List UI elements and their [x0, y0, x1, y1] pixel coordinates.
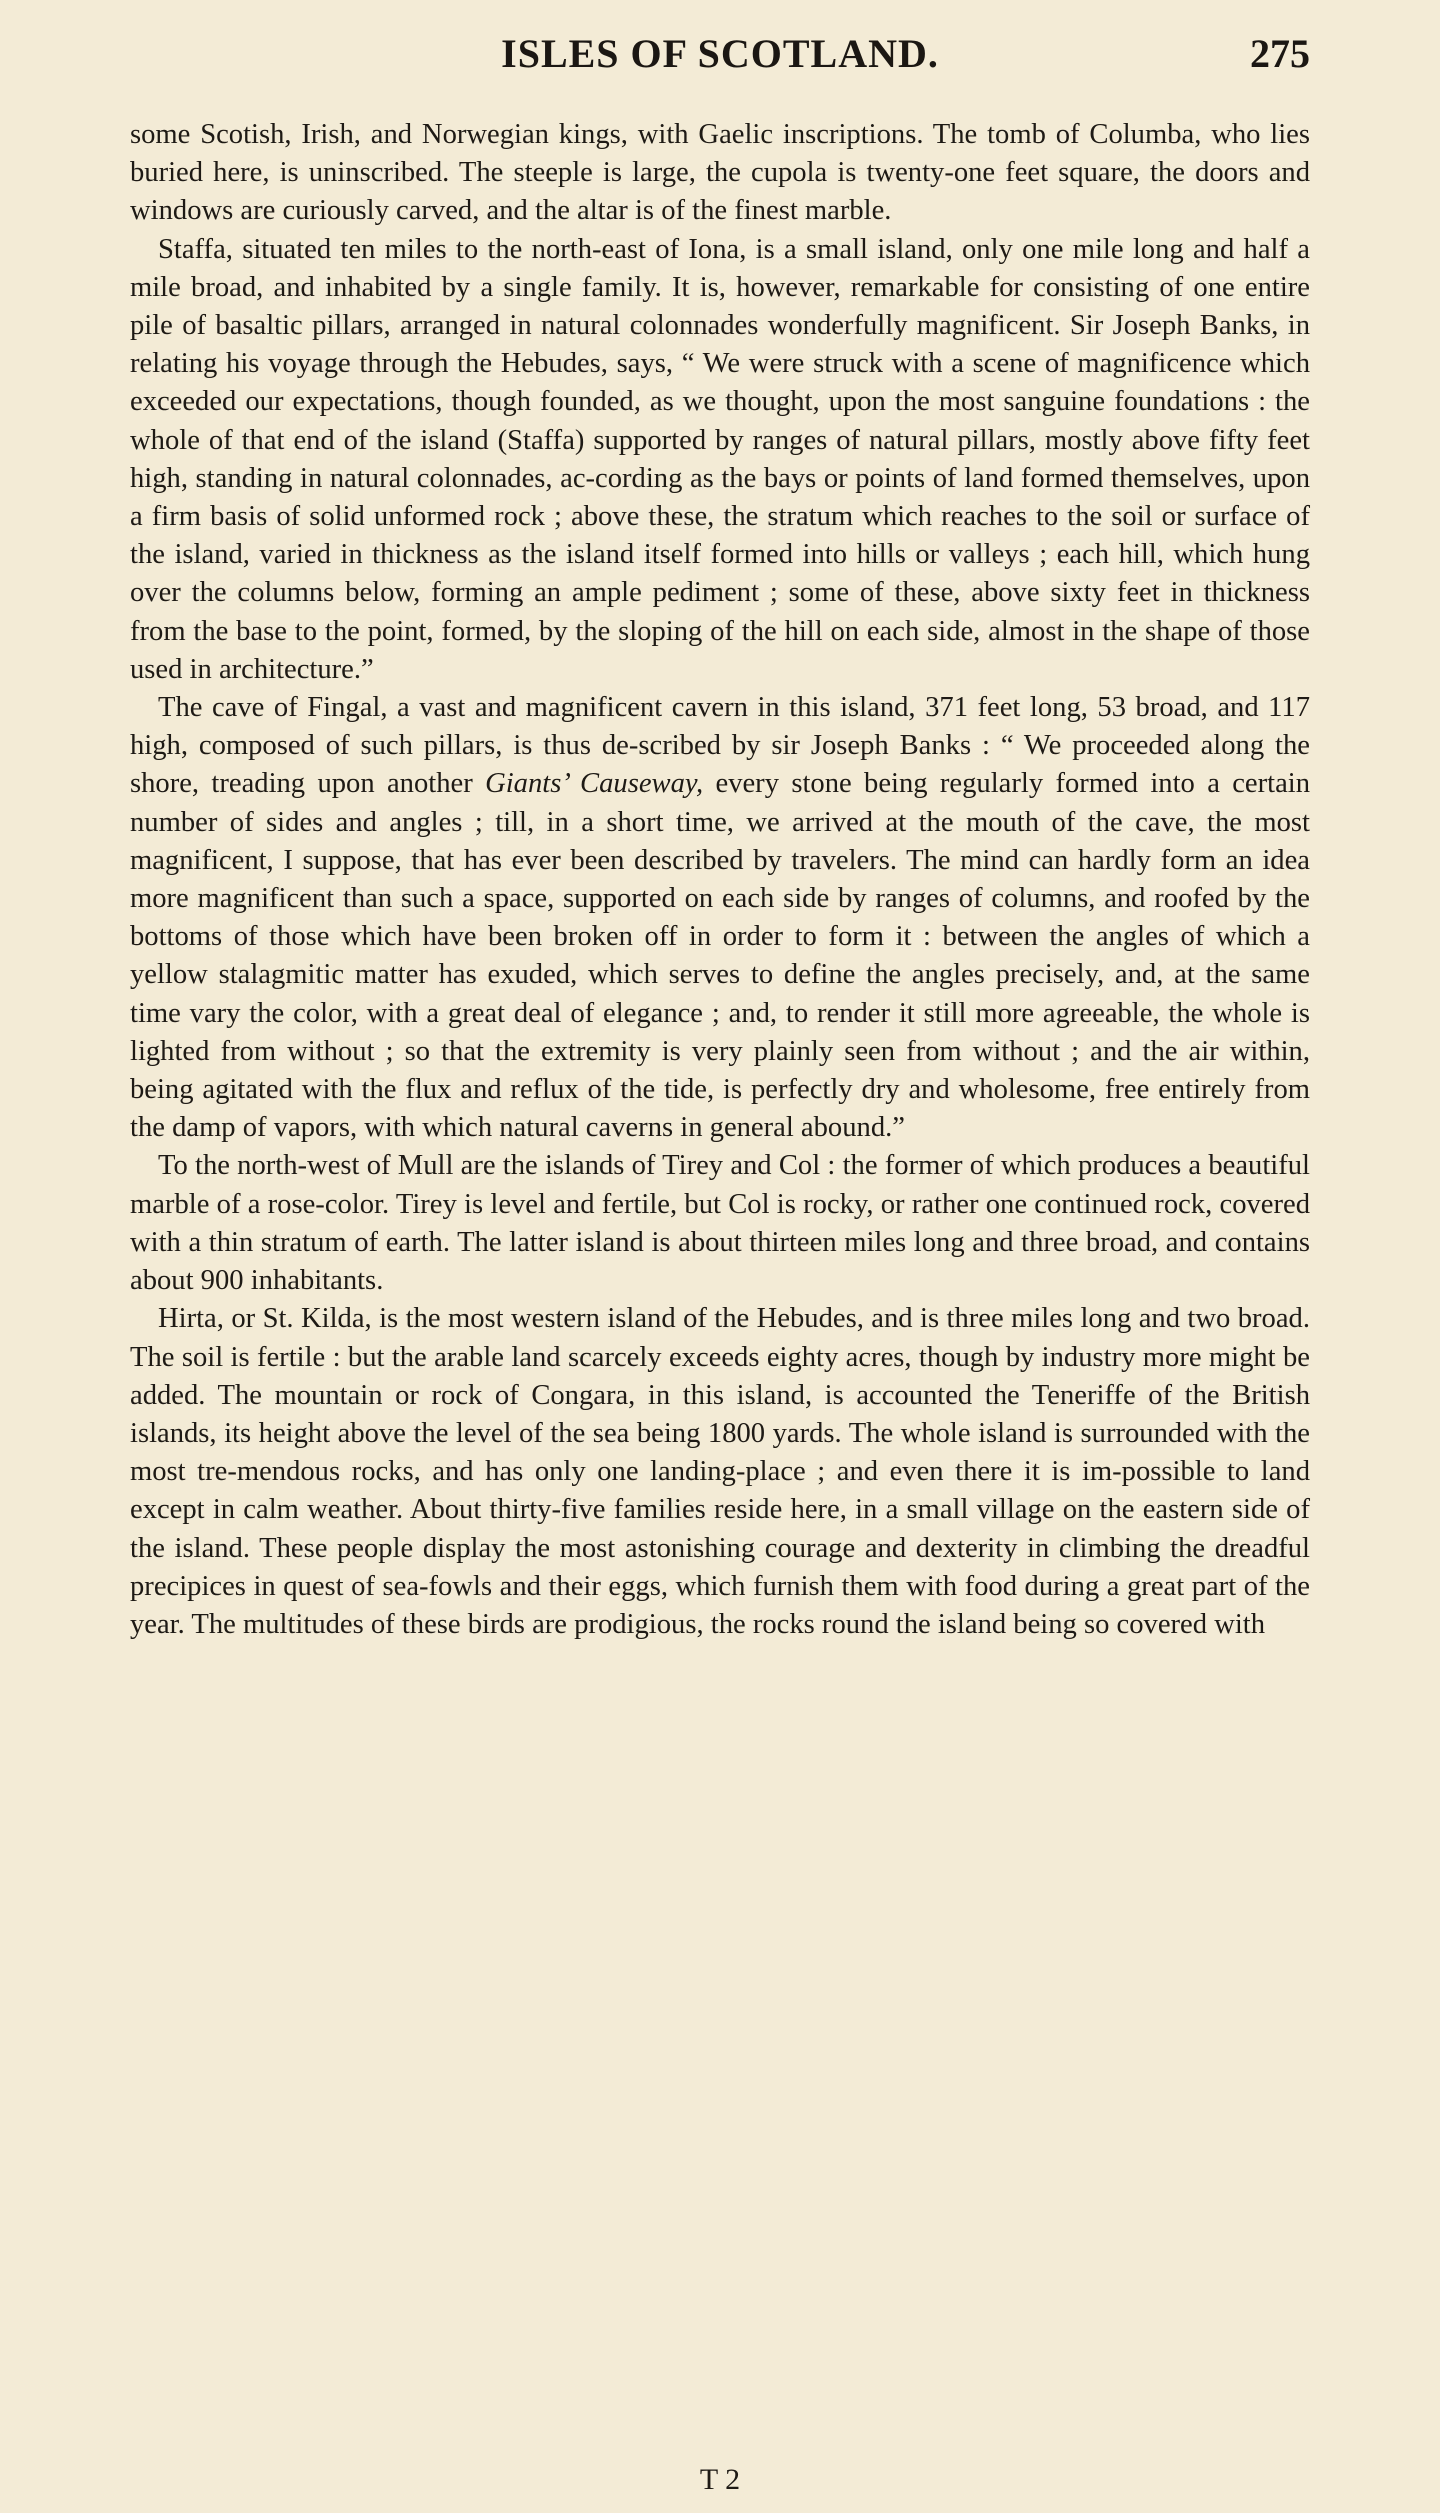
paragraph-st-kilda: Hirta, or St. Kilda, is the most western island of the Hebudes, and is three miles long and two broad. The soil is fertile : but the arable land scarcely exceeds eighty acres, though by industry more might be added. The mountain or rock of Congara, in this island, is accounted the Teneriffe of the British islands, its height above the level of the sea being 1800 yards. The whole island is surrounded with the most tre-mendous rocks, and has only one landing-place ; and even there it is im-possible to land except in calm weather. About thirty-five families reside here, in a small village on the eastern side of the island. These people display the most astonishing courage and dexterity in climbing the dreadful precipices in quest of sea-fowls and their eggs, which furnish them with food during a great part of the year. The multitudes of these birds are prodigious, the rocks round the island being so covered with: [130, 1303, 1310, 1640]
paragraph-fingals-cave: [130, 689, 1310, 1147]
paragraph-fingals-cave-text-1: The cave of Fingal, a vast and magnificent cavern in this island, 371 feet long, 53 broad, and 117 high, composed of such pillars, is thus de-scribed by sir Joseph Banks : “ We proceeded along the shore, treading upon another: [130, 692, 1310, 800]
running-title: ISLES OF SCOTLAND.: [501, 31, 939, 76]
page-header: [130, 30, 1310, 90]
paragraph-staffa: Staffa, situated ten miles to the north-east of Iona, is a small island, only one mile long and half a mile broad, and inhabited by a single family. It is, however, remarkable for consisting of one entire pile of basaltic pillars, arranged in natural colonnades wonderfully magnificent. Sir Joseph Banks, in relating his voyage through the Hebudes, says, “ We were struck with a scene of magnificence which exceeded our expectations, though founded, as we thought, upon the most sanguine foundations : the whole of that end of the island (Staffa) supported by ranges of natural pillars, mostly above fifty feet high, standing in natural colonnades, ac-cording as the bays or points of land formed themselves, upon a firm basis of solid unformed rock ; above these, the stratum which reaches to the soil or surface of the island, varied in thickness as the island itself formed into hills or valleys ; each hill, which hung over the columns below, forming an ample pediment ; some of these, above sixty feet in thickness from the base to the point, formed, by the sloping of the hill on each side, almost in the shape of those used in architecture.”: [130, 233, 1310, 685]
paragraph-tirey-col: To the north-west of Mull are the islands of Tirey and Col : the former of which produces a beautiful marble of a rose-color. Tirey is level and fertile, but Col is rocky, or rather one continued rock, covered with a thin stratum of earth. The latter island is about thirteen miles long and three broad, and contains about 900 inhabitants.: [130, 1150, 1310, 1297]
paragraph-fingals-cave-text-2: every stone being regularly formed into a certain number of sides and angles ; till, in a short time, we arrived at the mouth of the cave, the most magnificent, I suppose, that has ever been described by travelers. The mind can hardly form an idea more magnificent than such a space, supported on each side by ranges of columns, and roofed by the bottoms of those which have been broken off in order to form it : between the angles of which a yellow stalagmitic matter has exuded, which serves to define the angles precisely, and, at the same time vary the color, with a great deal of elegance ; and, to render it still more agreeable, the whole is lighted from without ; so that the extremity is very plainly seen from without ; and the air within, being agitated with the flux and reflux of the tide, is perfectly dry and wholesome, free entirely from the damp of vapors, with which natural caverns in general abound.”: [130, 768, 1311, 1144]
giants-causeway-italic: Giants’ Causeway,: [485, 768, 704, 800]
body-text: [130, 116, 1310, 1644]
paragraph-iona-church: some Scotish, Irish, and Norwegian kings, with Gaelic inscriptions. The tomb of Columba, who lies buried here, is uninscribed. The steeple is large, the cupola is twenty-one feet square, the doors and windows are curiously carved, and the altar is of the finest marble.: [130, 119, 1310, 227]
signature-mark: T 2: [699, 2463, 741, 2496]
page-number: 275: [1250, 31, 1310, 76]
